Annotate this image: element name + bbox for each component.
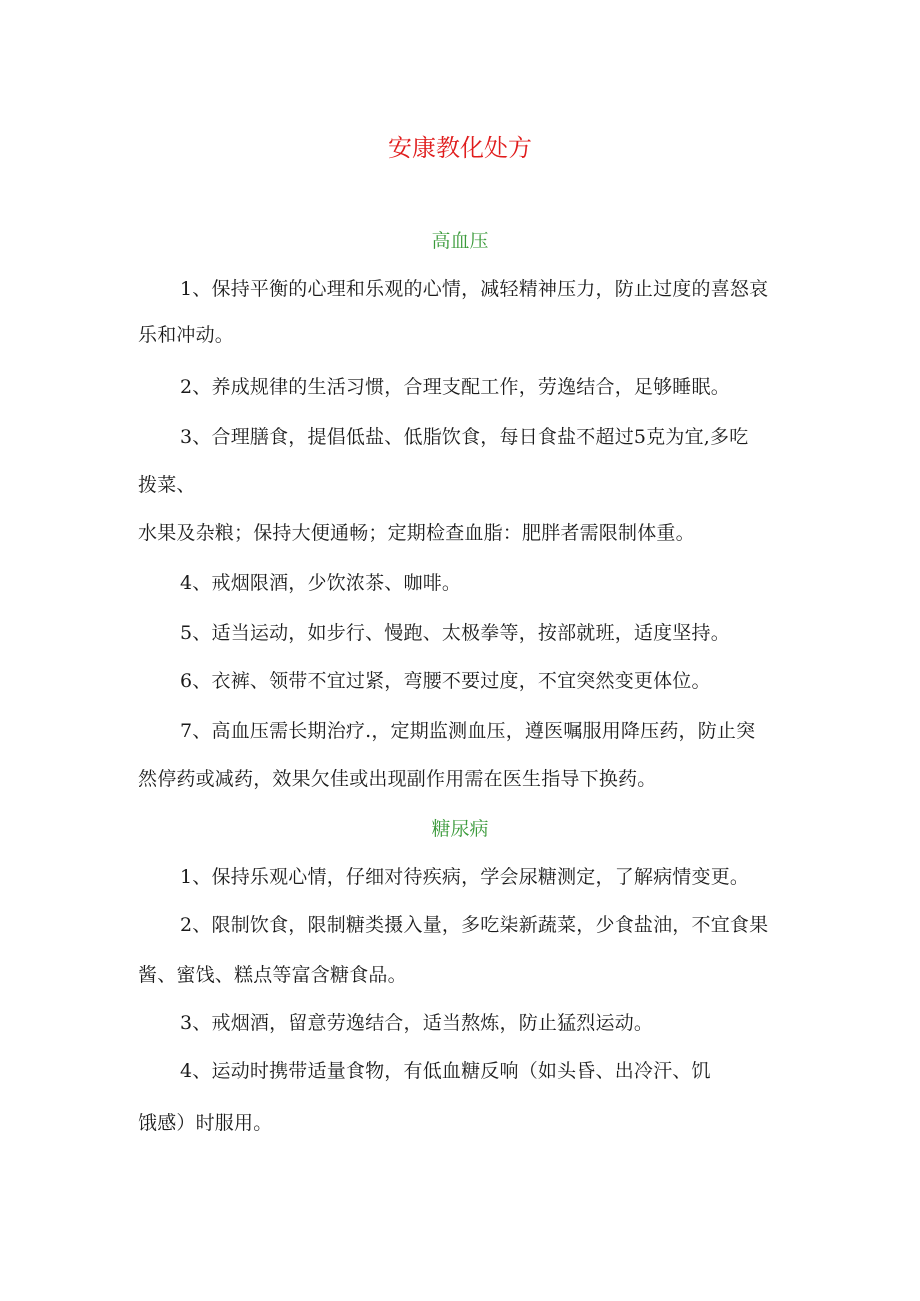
section-heading-hypertension: 高血压 xyxy=(431,230,489,252)
section-heading-diabetes: 糖尿病 xyxy=(431,818,489,840)
paragraph-line: 乐和冲动。 xyxy=(138,324,235,346)
paragraph-line: 3、戒烟酒，留意劳逸结合，适当熬炼，防止猛烈运动。 xyxy=(180,1012,654,1034)
paragraph-line: 6、衣裤、领带不宜过紧，弯腰不要过度，不宜突然变更体位。 xyxy=(180,670,711,692)
paragraph-line: 5、适当运动，如步行、慢跑、太极拳等，按部就班，适度坚持。 xyxy=(180,622,730,644)
paragraph-line: 拨菜、 xyxy=(138,474,196,496)
paragraph-line: 1、保持平衡的心理和乐观的心情，减轻精神压力，防止过度的喜怒哀 xyxy=(180,278,769,300)
paragraph-line: 7、高血压需长期治疗.，定期监测血压，遵医嘱服用降压药，防止突 xyxy=(180,720,756,742)
paragraph-line: 酱、蜜饯、糕点等富含糖食品。 xyxy=(138,964,407,986)
paragraph-line: 水果及杂粮；保持大便通畅；定期检查血脂：肥胖者需限制体重。 xyxy=(138,522,695,544)
paragraph-line: 1、保持乐观心情，仔细对待疾病，学会尿糖测定，了解病情变更。 xyxy=(180,866,750,888)
paragraph-line: 饿感）时服用。 xyxy=(138,1112,273,1134)
paragraph-line: 2、限制饮食，限制糖类摄入量，多吃柒新蔬菜，少食盐油，不宜食果 xyxy=(180,914,769,936)
paragraph-line: 3、合理膳食，提倡低盐、低脂饮食，每日食盐不超过5克为宜,多吃 xyxy=(180,426,749,448)
paragraph-line: 4、戒烟限酒，少饮浓茶、咖啡。 xyxy=(180,572,462,594)
paragraph-line: 2、养成规律的生活习惯，合理支配工作，劳逸结合，足够睡眠。 xyxy=(180,376,730,398)
document-title: 安康教化处方 xyxy=(388,134,532,162)
paragraph-line: 然停药或减药，效果欠佳或出现副作用需在医生指导下换药。 xyxy=(138,768,657,790)
paragraph-line: 4、运动时携带适量食物，有低血糖反响（如头昏、出冷汗、饥 xyxy=(180,1060,711,1082)
